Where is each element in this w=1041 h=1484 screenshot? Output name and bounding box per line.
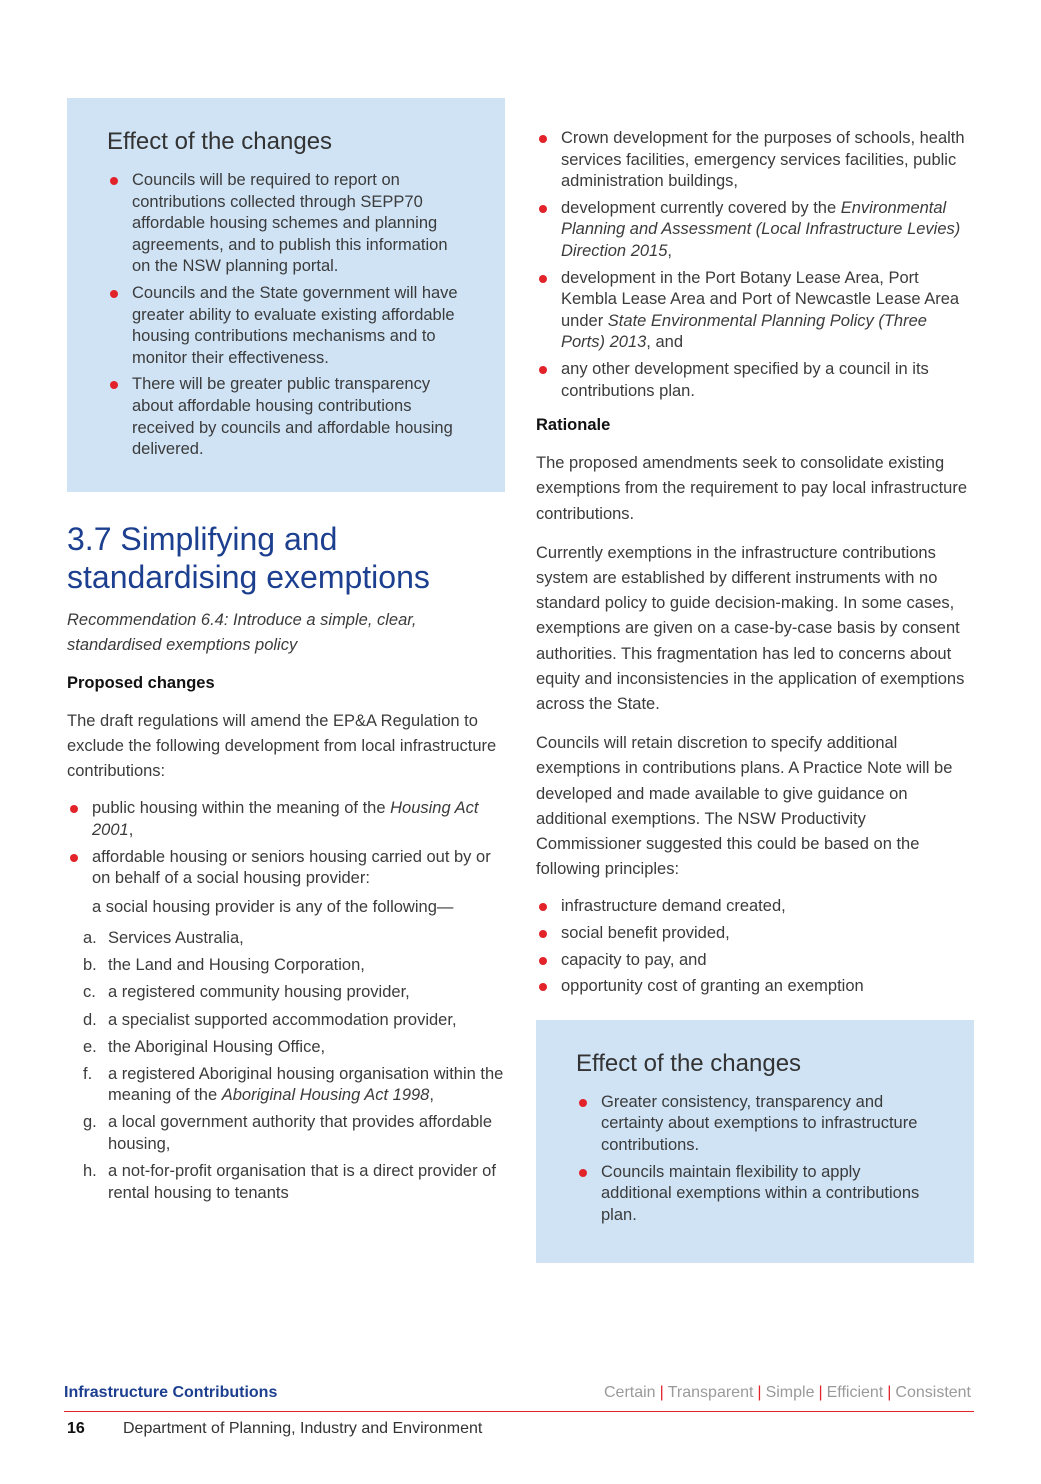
effect-list — [576, 1092, 934, 1227]
list-letter: d. — [83, 1010, 97, 1029]
provider-list — [67, 928, 505, 1204]
list-item: Councils maintain flexibility to apply additional exemptions within a contributions plan. — [576, 1162, 934, 1227]
direction-title: Environmental Planning and Assessment (Local Infrastructure Levies) Direction 2015 — [561, 198, 961, 260]
tagline-separator: | — [818, 1384, 823, 1401]
provider-definition: a social housing provider is any of the following— — [92, 897, 454, 916]
list-item — [67, 982, 505, 1004]
tagline-word: Certain — [604, 1384, 656, 1401]
bullet-tail: , and — [646, 333, 683, 352]
effect-box-title: Effect of the changes — [576, 1049, 802, 1077]
footer-divider — [64, 1411, 974, 1412]
list-item — [67, 1037, 505, 1059]
section-title: 3.7 Simplifying and standardising exemptions — [67, 520, 430, 595]
list-item: social benefit provided, — [536, 923, 974, 945]
policy-title: State Environmental Planning Policy (Three Ports) 2013 — [561, 311, 927, 352]
list-letter: g. — [83, 1113, 97, 1132]
list-item: infrastructure demand created, — [536, 896, 974, 918]
page-number: 16 — [67, 1420, 85, 1437]
list-text: a registered community housing provider, — [108, 983, 410, 1002]
list-item — [67, 1112, 505, 1155]
tagline-word: Efficient — [826, 1384, 884, 1401]
list-text: a not-for-profit organisation that is a direct provider of rental housing to tenants — [108, 1162, 496, 1202]
bullet-text: development in the Port Botany Lease Area, Port Kembla Lease Area and Port of Newcastle Lease Area under — [561, 268, 960, 330]
list-item: Councils and the State government will have greater ability to evaluate existing affordable housing contributions mechanisms and to monitor their effectiveness. — [107, 283, 465, 369]
rationale-paragraph: Councils will retain discretion to specify additional exemptions in contributions plans. A Practice Note will be developed and made available to give guidance on additional exemptions. The NSW Productivity Commissioner suggested this could be based on the following principles: — [536, 734, 953, 879]
bullet-text: development currently covered by the — [561, 198, 841, 217]
proposed-changes-heading: Proposed changes — [67, 673, 215, 692]
rationale-heading: Rationale — [536, 416, 611, 435]
principles-list — [536, 896, 974, 997]
department-name: Department of Planning, Industry and Environment — [123, 1420, 483, 1437]
effect-box-title: Effect of the changes — [107, 128, 333, 155]
bullet-text: public housing within the meaning of the — [92, 799, 391, 818]
list-text: a registered Aboriginal housing organisation within the meaning of the — [108, 1064, 504, 1105]
list-item: There will be greater public transparency about affordable housing contributions received by councils and affordable housing delivered. — [107, 374, 465, 460]
bullet-tail: , — [667, 241, 672, 260]
effect-list — [107, 170, 465, 461]
list-text: Services Australia, — [108, 929, 244, 948]
list-letter: b. — [83, 956, 97, 975]
tagline-word: Transparent — [667, 1384, 754, 1401]
rationale-paragraph: Currently exemptions in the infrastructure contributions system are established by different instruments with no standard policy to guide decision-making. In some cases, exemptions are given on a case-by-case basis by consent authorities. This fragmentation has led to concerns about equity and inconsistencies in the application of exemptions across the State. — [536, 543, 965, 713]
list-item: Crown development for the purposes of schools, health services facilities, emergency services facilities, public administration buildings, — [536, 128, 974, 193]
list-letter: c. — [83, 983, 96, 1002]
list-text: the Aboriginal Housing Office, — [108, 1037, 326, 1056]
list-item — [67, 798, 505, 841]
list-item: affordable housing or seniors housing carried out by or on behalf of a social housing provider: — [67, 847, 505, 890]
tagline-separator: | — [887, 1384, 892, 1401]
list-item — [67, 1161, 505, 1204]
tagline-word: Consistent — [895, 1384, 971, 1401]
right-column — [536, 128, 974, 1263]
list-letter: h. — [83, 1162, 97, 1181]
list-item — [67, 955, 505, 977]
list-item — [67, 1010, 505, 1032]
recommendation-text: Recommendation 6.4: Introduce a simple, clear, standardised exemptions policy — [67, 610, 417, 654]
list-item: any other development specified by a council in its contributions plan. — [536, 359, 974, 402]
act-title: Housing Act 2001 — [92, 799, 479, 839]
list-text: a local government authority that provides affordable housing, — [108, 1113, 493, 1154]
footer-brand: Infrastructure Contributions — [64, 1384, 278, 1401]
footer-tagline — [604, 1384, 971, 1402]
effect-of-changes-box — [536, 1020, 974, 1264]
exclusion-list-continued — [536, 128, 974, 402]
tagline-word: Simple — [765, 1384, 815, 1401]
list-item — [67, 1064, 505, 1107]
list-tail: , — [429, 1086, 434, 1105]
tagline-separator: | — [757, 1384, 762, 1401]
list-text: the Land and Housing Corporation, — [108, 956, 365, 975]
list-text: a specialist supported accommodation provider, — [108, 1010, 457, 1029]
act-title: Aboriginal Housing Act 1998 — [221, 1086, 430, 1105]
rationale-paragraph: The proposed amendments seek to consolidate existing exemptions from the requirement to pay local infrastructure contributions. — [536, 454, 968, 523]
list-letter: e. — [83, 1037, 97, 1056]
list-item: Councils will be required to report on contributions collected through SEPP70 affordable housing schemes and planning agreements, and to publish this information on the NSW planning portal. — [107, 170, 465, 278]
list-item: opportunity cost of granting an exemption — [536, 976, 974, 998]
list-letter: a. — [83, 929, 97, 948]
intro-paragraph: The draft regulations will amend the EP&A Regulation to exclude the following development from local infrastructure contributions: — [67, 711, 497, 781]
exclusion-list — [67, 798, 505, 889]
list-letter: f. — [83, 1064, 93, 1083]
list-item: Greater consistency, transparency and certainty about exemptions to infrastructure contributions. — [576, 1092, 934, 1157]
list-item: capacity to pay, and — [536, 950, 974, 972]
effect-of-changes-box — [67, 98, 505, 492]
list-item — [536, 198, 974, 263]
left-column — [67, 98, 505, 1210]
list-item — [67, 928, 505, 950]
bullet-tail: , — [128, 820, 134, 839]
tagline-separator: | — [659, 1384, 664, 1401]
list-item — [536, 268, 974, 354]
